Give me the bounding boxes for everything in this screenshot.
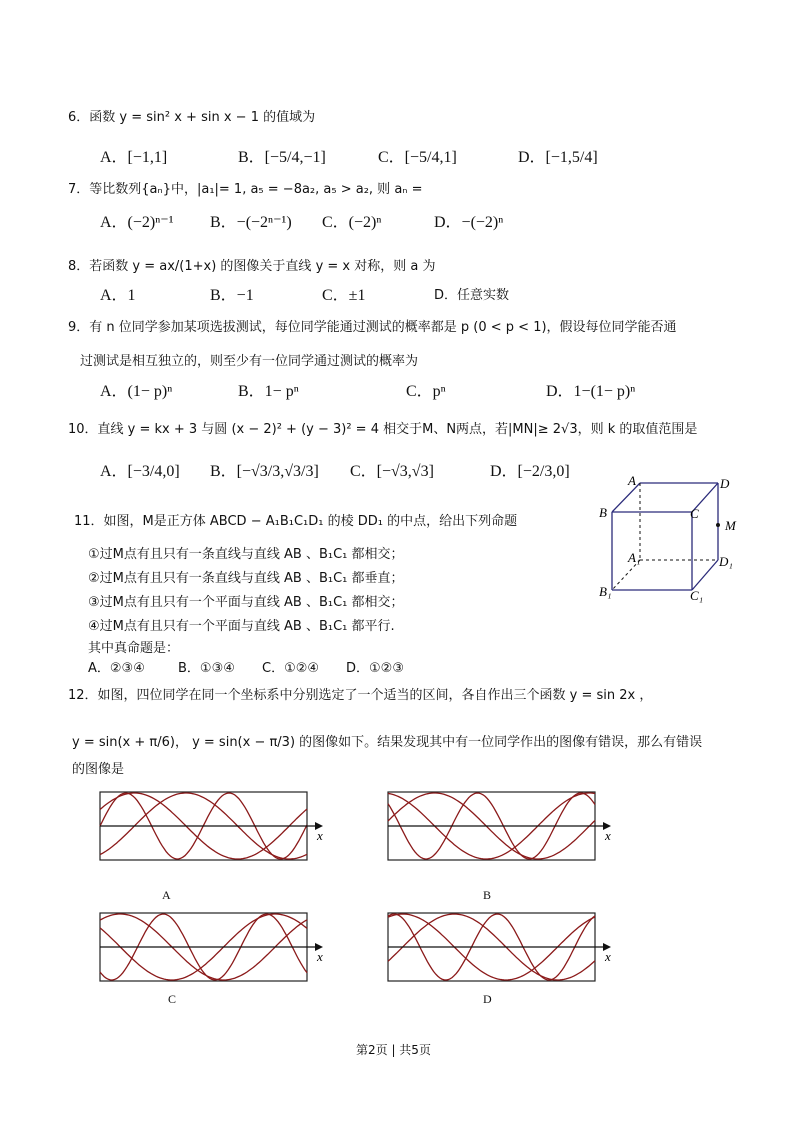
q11-opt-b: B．①③④ [178,661,235,676]
q8-stem-text: 若函数 y = ax/(1+x) 的图像关于直线 y = x 对称，则 a 为 [89,259,436,274]
graph-label-d: D [483,992,492,1006]
q11-prop-4: ④过M点有且只有一个平面与直线 AB 、B₁C₁ 都平行. [88,619,395,634]
q11-prop-1: ①过M点有且只有一条直线与直线 AB 、B₁C₁ 都相交； [88,547,404,562]
q11-opt-c: C．①②④ [262,661,320,676]
q7-stem-text: 等比数列{aₙ}中，|a₁|= 1, a₅ = −8a₂, a₅ > a₂, 则 aₙ = [89,182,423,197]
cube-label-a1: A₁ [628,550,641,565]
cube-label-d1: D₁ [719,554,733,569]
graph-label-b: B [483,888,492,902]
q-num: 7． [68,182,90,197]
q-num: 8． [68,259,90,274]
q10-opt-d: D．[−2/3,0] [490,463,570,480]
q8-opt-d: D．任意实数 [434,288,510,303]
q9-opt-a: A．(1− p)ⁿ [100,383,173,400]
x-axis-label: x [317,828,323,843]
q8-opt-a: A．1 [100,287,136,304]
q6-opt-d: D．[−1,5/4] [518,149,598,166]
q9-stem-2: 过测试是相互独立的，则至少有一位同学通过测试的概率为 [80,354,419,369]
graph-label-a: A [162,888,171,902]
q11-prompt: 其中真命题是： [88,641,180,656]
q10-stem-text: 直线 y = kx + 3 与圆 (x − 2)² + (y − 3)² = 4 相交于M、N两点，若|MN|≥ 2√3，则 k 的取值范围是 [97,422,698,437]
q12-stem-text: 如图，四位同学在同一个坐标系中分别选定了一个适当的区间，各自作出三个函数 y = sin 2x ， [97,688,653,703]
q12-stem-3: 的图像是 [72,762,125,777]
cube-label-d: D [720,476,730,491]
q11-prop-3: ③过M点有且只有一个平面与直线 AB 、B₁C₁ 都相交； [88,595,404,610]
q6-opt-a: A．[−1,1] [100,149,168,166]
q10-opt-a: A．[−3/4,0] [100,463,180,480]
q8-opt-c: C．±1 [322,287,366,304]
q11-stem-text: 如图，M是正方体 ABCD − A₁B₁C₁D₁ 的棱 DD₁ 的中点，给出下列命题 [103,514,518,529]
q-num: 9． [68,320,90,335]
q9-opt-b: B．1− pⁿ [238,383,299,400]
q9-stem-text: 有 n 位同学参加某项选拔测试，每位同学能通过测试的概率都是 p (0 < p < 1)，假设每位同学能否通 [89,320,677,335]
q6-opt-b: B．[−5/4,−1] [238,149,326,166]
cube-label-a: A [628,473,636,488]
q10-opt-b: B．[−√3/3,√3/3] [210,463,319,480]
q12-stem-2: y = sin(x + π/6)， y = sin(x − π/3) 的图像如下。结果发现其中有一位同学作出的图像有错误，那么有错误 [72,735,703,750]
cube-label-m: M [725,518,736,533]
q-num: 10． [68,422,98,437]
q-num: 11． [74,514,104,529]
q11-opt-a: A．②③④ [88,661,145,676]
x-axis-label: x [605,828,611,843]
q-num: 12． [68,688,98,703]
q9-opt-c: C．pⁿ [406,383,446,400]
q9-opt-d: D．1−(1− p)ⁿ [546,383,636,400]
q7-opt-b: B．−(−2ⁿ⁻¹) [210,214,292,231]
q6-opt-c: C．[−5/4,1] [378,149,457,166]
x-axis-label: x [605,949,611,964]
q7-opt-a: A．(−2)ⁿ⁻¹ [100,214,174,231]
cube-label-b: B [599,505,607,520]
q-num: 6． [68,110,90,125]
cube-label-c1: C₁ [690,588,704,603]
graph-label-c: C [168,992,177,1006]
q6-stem-text: 函数 y = sin² x + sin x − 1 的值域为 [89,110,316,125]
q10-opt-c: C．[−√3,√3] [350,463,434,480]
x-axis-label: x [317,949,323,964]
page-footer: 第2页 | 共5页 [356,1043,431,1057]
q11-prop-2: ②过M点有且只有一条直线与直线 AB 、B₁C₁ 都垂直； [88,571,404,586]
cube-label-b1: B₁ [599,584,612,599]
q8-opt-b: B．−1 [210,287,254,304]
q7-opt-d: D．−(−2)ⁿ [434,214,504,231]
q11-opt-d: D．①②③ [346,661,404,676]
q7-opt-c: C．(−2)ⁿ [322,214,382,231]
cube-label-c: C [690,506,699,521]
